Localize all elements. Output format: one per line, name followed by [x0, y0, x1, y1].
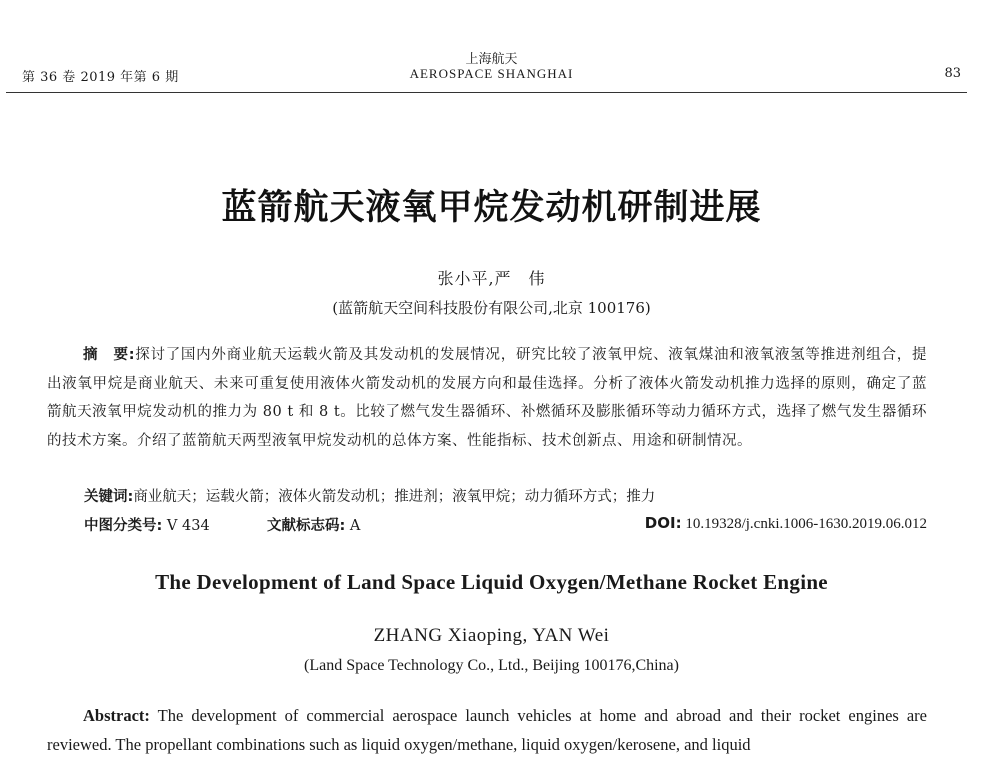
- page-header: [0, 0, 983, 94]
- paper-title-en: The Development of Land Space Liquid Oxygen/Methane Rocket Engine: [155, 570, 828, 594]
- doi-value: 10.19328/j.cnki.1006-1630.2019.06.012: [685, 516, 927, 532]
- journal-name-en: AEROSPACE SHANGHAI: [409, 66, 574, 81]
- classification-line: [84, 514, 927, 535]
- abstract-cn-label: 摘 要:: [83, 347, 135, 363]
- doi[interactable]: [645, 514, 927, 533]
- abstract-cn-text: 探讨了国内外商业航天运载火箭及其发动机的发展情况，研究比较了液氧甲烷、液氧煤油和液氧液氢等推进剂组合，提出液氧甲烷是商业航天、未来可重复使用液体火箭发动机的发展方向和最佳选择。分析了液体火箭发动机推力选择的原则，确定了蓝箭航天液氧甲烷发动机的推力为 80 t 和 8 t。比较了燃气发生器循环、补燃循环及膨胀循环等动力循环方式，选择了燃气发生器循环的技术方案。介绍了蓝箭航天两型液氧甲烷发动机的总体方案、性能指标、技术创新点、用途和研制情况。: [47, 347, 927, 449]
- clc-label: 中图分类号:: [84, 518, 163, 534]
- abstract-cn: [47, 341, 927, 455]
- authors-cn: 张小平,严 伟: [437, 269, 546, 288]
- journal-name-cn: 上海航天: [465, 52, 518, 67]
- doc-code-label: 文献标志码:: [267, 518, 346, 534]
- document-code: [267, 514, 360, 535]
- abstract-en-label: Abstract:: [83, 706, 150, 725]
- clc-code: [84, 518, 210, 534]
- abstract-en: [47, 701, 927, 759]
- doi-label: DOI:: [644, 514, 682, 532]
- keywords-cn-label: 关键词:: [84, 489, 134, 505]
- header-rule: [6, 92, 967, 93]
- issue-info: 第 36 卷 2019 年第 6 期: [22, 70, 179, 85]
- paper-title-cn: 蓝箭航天液氧甲烷发动机研制进展: [221, 188, 762, 228]
- keywords-cn: [84, 485, 655, 506]
- authors-en: ZHANG Xiaoping, YAN Wei: [373, 625, 610, 646]
- clc-value: V 434: [166, 518, 210, 534]
- doc-code-value: A: [349, 518, 361, 534]
- affiliation-cn: (蓝箭航天空间科技股份有限公司,北京 100176): [332, 299, 651, 317]
- keywords-cn-text: 商业航天；运载火箭；液体火箭发动机；推进剂；液氧甲烷；动力循环方式；推力: [133, 489, 656, 505]
- affiliation-en: (Land Space Technology Co., Ltd., Beijing 100176,China): [304, 657, 679, 674]
- page-number: 83: [944, 66, 961, 81]
- abstract-en-text: The development of commercial aerospace launch vehicles at home and abroad and their rocket engines are reviewed. The propellant combinations such as liquid oxygen/methane, liquid oxygen/kerosene, and liquid: [47, 706, 927, 754]
